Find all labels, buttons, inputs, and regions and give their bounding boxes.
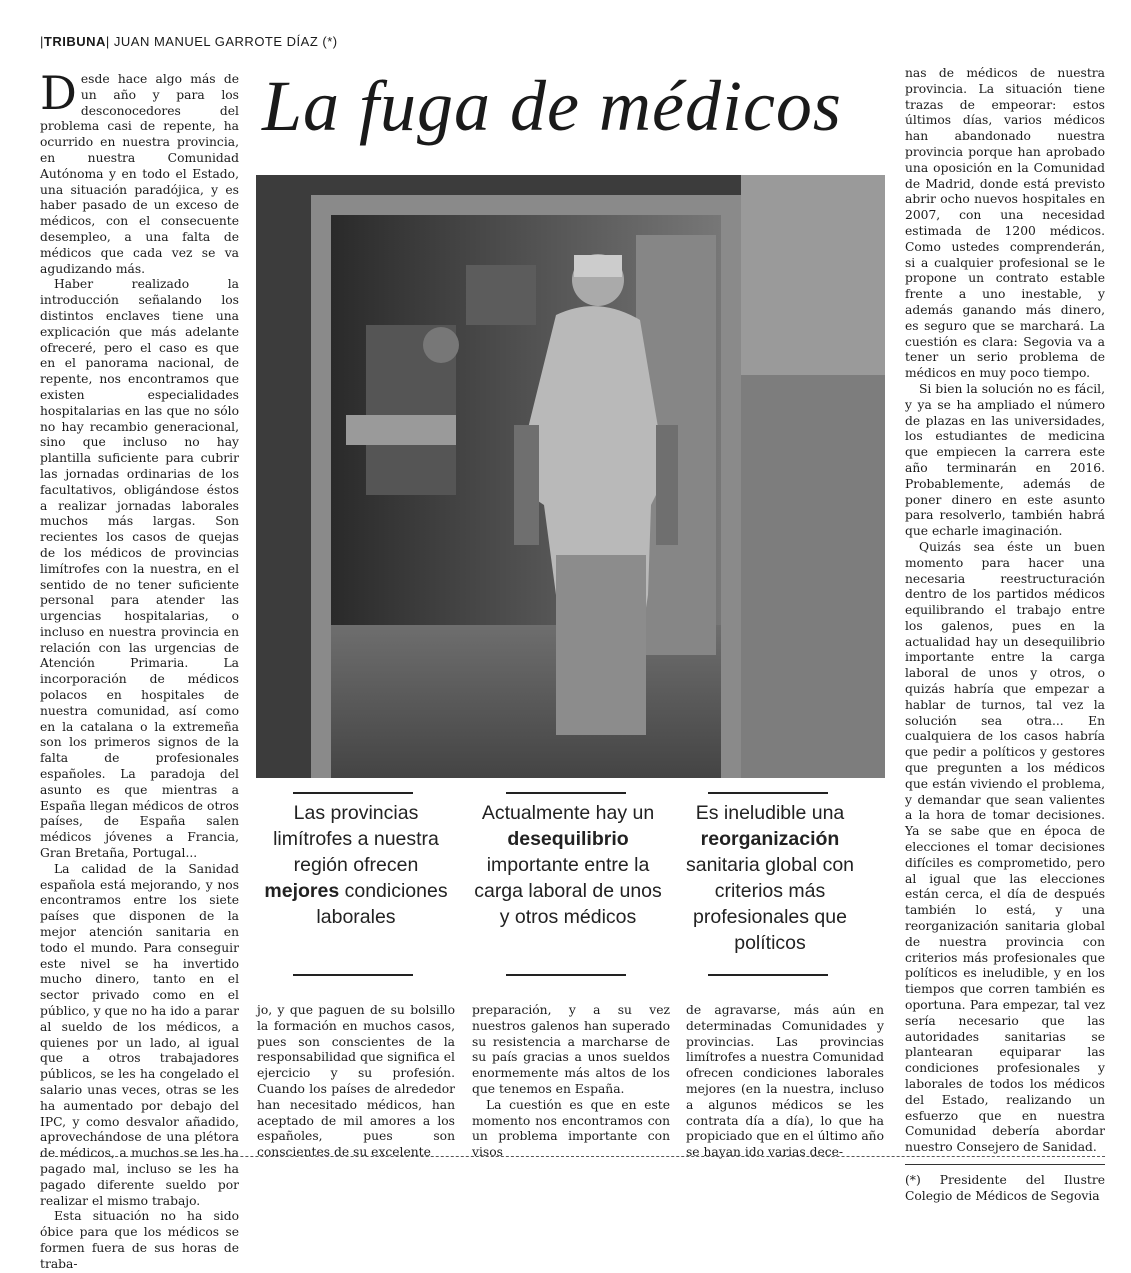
column-1 <box>40 66 239 1273</box>
paragraph: La calidad de la Sanidad española está mejorando, y nos encontramos entre los siete países que disponen de la mejor atención sanitaria en todo el mundo. Para conseguir este nivel se ha invertido mucho dinero, tanto en el sector privado como en el público, y que no ha ido a parar al sueldo de los médicos, a quienes por un lado, al igual que a otros trabajadores públicos, se les ha congelado el salario unas veces, otras se les ha aumentado por debajo del IPC, y como desvalor añadido, aprovechándose de una plétora de médicos, a muchos se les ha pagado mal, incluso se les ha pagado diferente sueldo por realizar el mismo trabajo. <box>40 861 239 1208</box>
paragraph: Esta situación no ha sido óbice para que los médicos se formen fuera de sus horas de traba- <box>40 1209 239 1271</box>
drop-cap: D <box>40 66 77 120</box>
quote-rule <box>293 792 413 794</box>
section-label: TRIBUNA <box>43 34 106 49</box>
paragraph: La cuestión es que en este momento nos encontramos con un problema importante con visos <box>472 1097 670 1160</box>
pull-quote-2: Actualmente hay un desequilibrio importante entre la carga laboral de unos y otros médicos <box>474 802 662 928</box>
quote-rule <box>506 792 626 794</box>
author-note: (*) Presidente del Ilustre Colegio de Médicos de Segovia <box>905 1172 1105 1203</box>
article-title: La fuga de médicos <box>262 66 842 146</box>
column-3 <box>472 1003 670 1161</box>
paragraph: de agravarse, más aún en determinadas Comunidades y provincias. Las provincias limítrofes a nuestra Comunidad ofrecen condiciones laborales mejores (en la nuestra, incluso a algunos médicos se les contrata día a día), lo que ha propiciado que en el último año se hayan ido varias dece- <box>686 1003 884 1160</box>
paragraph: jo, y que paguen de su bolsillo la formación en muchos casos, pues son conscientes de la responsabilidad que significa el ejercicio y su profesión. Cuando los países de alrededor han necesitado médicos, han aceptado de mil amores a los españoles, pues son conscientes de su excelente <box>257 1003 455 1160</box>
paragraph: preparación, y a su vez nuestros galenos han superado su resistencia a marcharse de su país gracias a unos sueldos enormemente más altos de los que tenemos en España. <box>472 1003 670 1096</box>
section-header: |TRIBUNA| JUAN MANUEL GARROTE DÍAZ (*) <box>40 34 338 49</box>
hospital-corridor-photo <box>256 175 885 778</box>
footnote <box>905 1164 1105 1205</box>
paragraph: esde hace algo más de un año y para los desconocedores del problema casi de repente, ha ocurrido en nuestra provincia, en nuestra Comunidad Autónoma y en todo el Estado, una situación paradójica, y es haber pasado de un exceso de médicos, con el consecuente desempleo, a una falta de médicos que cada vez se va agudizando más. <box>40 72 239 276</box>
pull-quote-3: Es ineludible una reorganización sanitaria global con criterios más profesionales que políticos <box>685 802 855 954</box>
column-2 <box>257 1003 455 1161</box>
author-name: JUAN MANUEL GARROTE DÍAZ (*) <box>113 34 338 49</box>
column-4 <box>686 1003 884 1161</box>
pull-quote-1: Las provincias limítrofes a nuestra región ofrecen mejores condiciones laborales <box>264 802 448 928</box>
quote-emphasis: mejores <box>264 880 340 902</box>
page-bottom-rule <box>40 1156 1105 1157</box>
quote-rule <box>708 974 828 976</box>
quote-rule <box>708 792 828 794</box>
paragraph: nas de médicos de nuestra provincia. La situación tiene trazas de empeorar: estos últimos días, varios médicos han abandonado nuestra provincia porque han aprobado una oposición en la Comunidad de Madrid, donde está previsto abrir ocho nuevos hospitales en 2007, con una necesidad estimada de 1200 médicos. Como ustedes comprenderán, si a cualquier profesional se le propone un contrato estable frente a uno inestable, y además ganando más dinero, es seguro que se marchará. La cuestión es clara: Segovia va a tener un serio problema de médicos en muy poco tiempo. <box>905 66 1105 381</box>
quote-rule <box>293 974 413 976</box>
quote-emphasis: desequilibrio <box>507 828 629 850</box>
paragraph: Si bien la solución no es fácil, y ya se ha ampliado el número de plazas en las universidades, los estudiantes de medicina que empiecen la carrera este año terminarán en 2016. Probablemente, además de poner dinero en este asunto para resolverlo, también habrá que echarle imaginación. <box>905 381 1105 539</box>
quote-emphasis: reorganización <box>700 828 840 850</box>
paragraph: Haber realizado la introducción señalando los distintos enclaves tiene una explicación que más adelante ofreceré, pero el caso es que en el panorama nacional, de repente, nos encontramos que existen especialidades hospitalarias en las que no sólo no hay recambio generacional, sino que incluso no hay plantilla suficiente para cubrir las jornadas ordinarias de los facultativos, obligándose éstos a realizar jornadas laborales muchos más largas. Son recientes los casos de quejas de los médicos de provincias limítrofes con la nuestra, en el sentido de no tener suficiente personal para atender las urgencias hospitalarias, o incluso en nuestra provincia en relación con las urgencias de Atención Primaria. La incorporación de médicos polacos en hospitales de nuestra comunidad, así como en la catalana o la extremeña son los primeros signos de la falta de profesionales españoles. La paradoja del asunto es que mientras a España llegan médicos de otros países, de España salen médicos jóvenes a Francia, Gran Bretaña, Portugal... <box>40 277 239 861</box>
quote-rule <box>506 974 626 976</box>
photo-illustration <box>256 175 885 778</box>
column-5 <box>905 66 1105 1205</box>
paragraph: Quizás sea éste un buen momento para hacer una necesaria reestructuración dentro de los partidos médicos equilibrando el trabajo entre los galenos, pues en la actualidad hay un desequilibrio importante entre la carga laboral de unos y otros, o quizás habría que empezar a hablar de turnos, tal vez la solución sea otra... En cualquiera de los casos habría que pedir a políticos y gestores que pregunten a los médicos que están viviendo el problema, y demandar que sean valientes a la hora de tomar decisiones. Ya se sabe que en época de elecciones el tomar decisiones difíciles es comprometido, pero al igual que las elecciones están cerca, el día de después también lo está, y una reorganización sanitaria global de nuestra provincia con criterios más profesionales que políticos es ineludible, y en los tiempos que corren también es oportuna. Para empezar, tal vez sería necesario que las autoridades sanitarias se plantearan equiparar las condiciones profesionales y laborales de todos los médicos del Estado, realizando un esfuerzo que en nuestra Comunidad debería abordar nuestro Consejero de Sanidad. <box>905 539 1105 1155</box>
